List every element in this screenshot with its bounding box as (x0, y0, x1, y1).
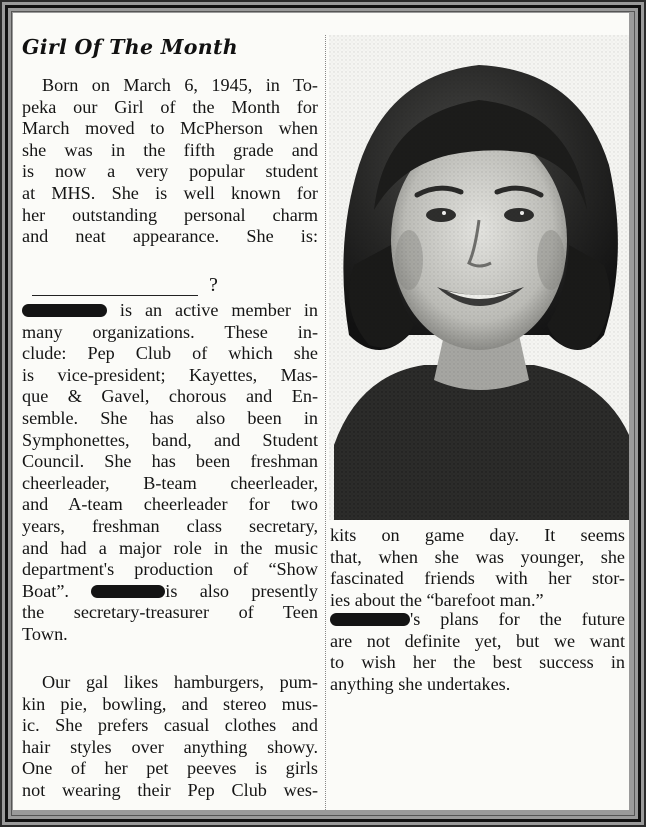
portrait-photo-icon (329, 35, 629, 520)
text-line: years, freshman class secretary, (22, 515, 318, 536)
text-line: peka our Girl of the Month for (22, 96, 318, 117)
text-line: Born on March 6, 1945, in To- (42, 75, 318, 95)
text-line: many organizations. These in- (22, 321, 318, 342)
text-line (22, 581, 318, 603)
paragraph-4 (330, 525, 625, 611)
text-line: she was in the fifth grade and (22, 139, 318, 160)
text-line: March moved to McPherson when (22, 118, 318, 139)
text-line: department's production of “Show (22, 559, 318, 580)
text-line: fascinated friends with her stor- (330, 568, 625, 589)
blank-underline (32, 277, 198, 296)
text-line: ies about the “barefoot man.” (330, 589, 544, 610)
portrait-photo (329, 35, 629, 520)
text-line: at MHS. She is well known for (22, 182, 318, 203)
text-line: to wish her the best success in (330, 652, 625, 673)
text-line: kin pie, bowling, and stereo mus- (22, 693, 318, 714)
paragraph-3 (22, 672, 318, 802)
text-line: are not definite yet, but we want (330, 630, 625, 651)
paragraph-5 (330, 609, 625, 695)
redaction-bar (330, 613, 410, 626)
text-line: One of her pet peeves is girls (22, 758, 318, 779)
newspaper-clipping (13, 13, 629, 810)
text-line: and had a major role in the music (22, 537, 318, 558)
text-fragment: is also presently (165, 580, 318, 601)
redaction-bar (91, 585, 165, 598)
left-column (22, 13, 322, 810)
paragraph-2 (22, 300, 318, 646)
text-line: cheerleader, B-team cheerleader, (22, 472, 318, 493)
text-line: kits on game day. It seems (330, 525, 625, 545)
paragraph-1 (22, 75, 318, 248)
name-blank (22, 274, 318, 299)
text-line: hair styles over anything showy. (22, 736, 318, 757)
text-line: anything she undertakes. (330, 673, 511, 694)
redaction-bar (22, 304, 107, 317)
text-line (330, 609, 625, 631)
text-line: and neat appearance. She is: (22, 226, 318, 247)
text-line: Town. (22, 623, 68, 644)
text-fragment: Boat”. (22, 580, 69, 601)
text-line: Symphonettes, band, and Student (22, 429, 318, 450)
text-line: clude: Pep Club of which she (22, 343, 318, 364)
text-line: que & Gavel, chorous and En- (22, 386, 318, 407)
question-mark: ? (209, 274, 218, 296)
text-line: that, when she was younger, she (330, 546, 625, 567)
text-line: ic. She prefers casual clothes and (22, 715, 318, 736)
text-line: not wearing their Pep Club wes- (22, 779, 318, 800)
text-fragment: is an active member in (119, 300, 319, 320)
text-line: is now a very popular student (22, 161, 318, 182)
text-line: her outstanding personal charm (22, 204, 318, 225)
text-line: Our gal likes hamburgers, pum- (42, 672, 318, 692)
text-line: Council. She has been freshman (22, 451, 318, 472)
text-line: the secretary-treasurer of Teen (22, 602, 318, 623)
column-divider (325, 35, 326, 810)
text-fragment: 's plans for the future (410, 609, 625, 629)
text-line: is vice-president; Kayettes, Mas- (22, 364, 318, 385)
text-line: and A-team cheerleader for two (22, 494, 318, 515)
headline: Girl Of The Month (22, 35, 238, 59)
text-line: semble. She has also been in (22, 407, 318, 428)
text-line (22, 300, 318, 322)
